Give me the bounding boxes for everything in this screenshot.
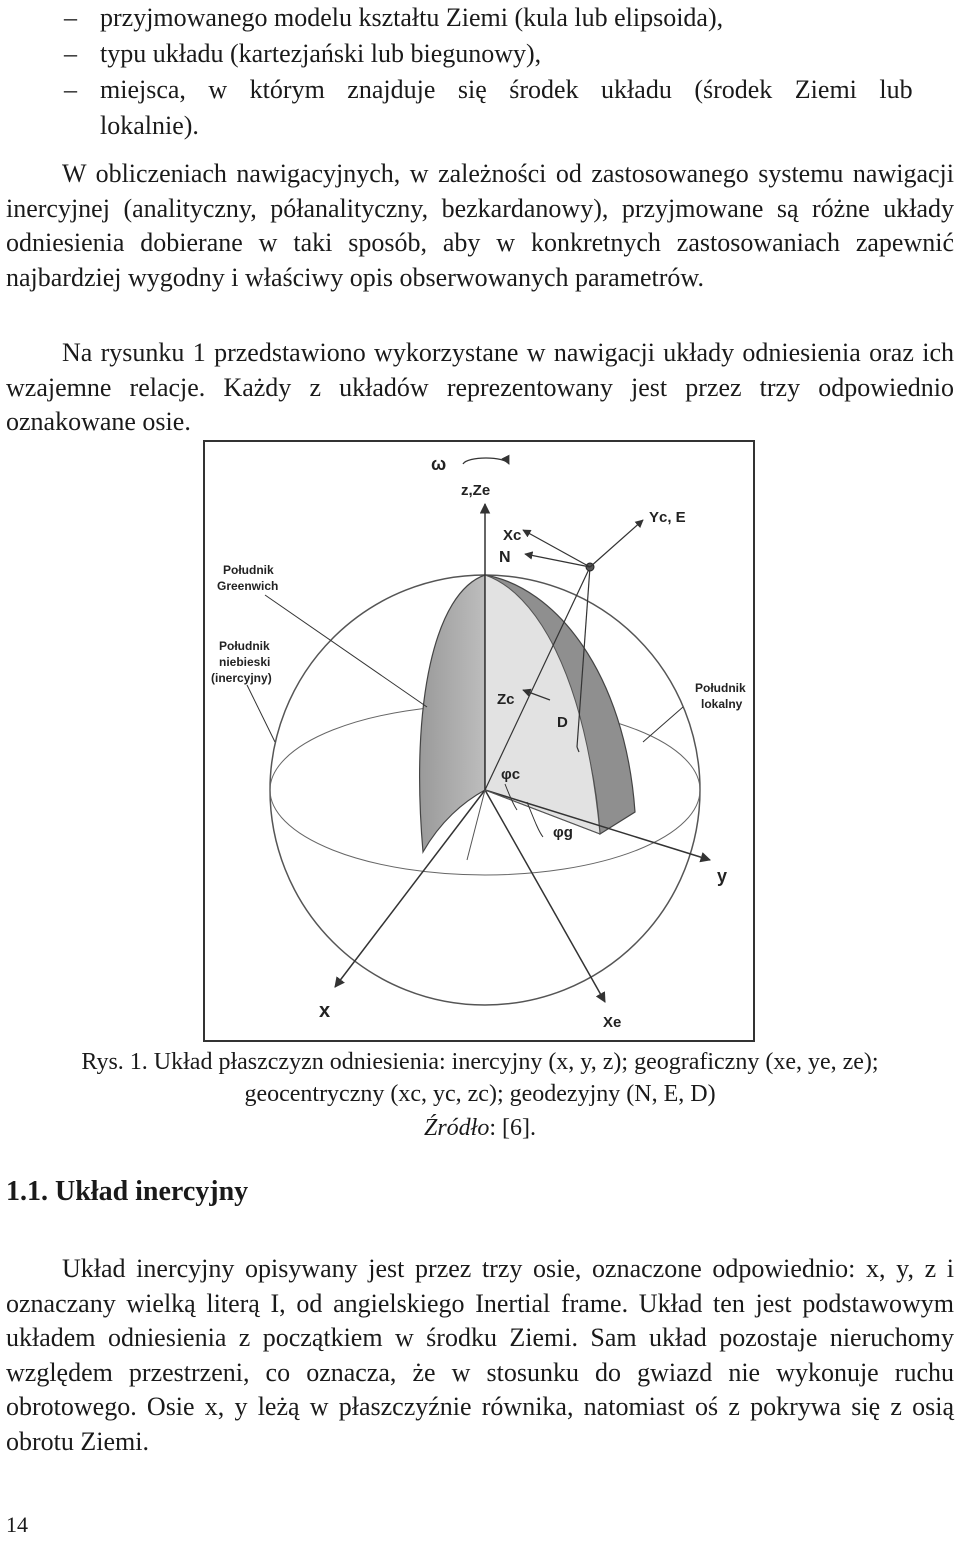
celestial-pointer xyxy=(247,685,275,742)
paragraph-navigation-frames xyxy=(6,157,954,295)
paragraph-text: Na rysunku 1 przedstawiono wykorzystane w nawigacji układy odniesienia oraz ich wzajemne relacje. Każdy z układów reprezentowany jest przez trzy odpowiednio oznakowane osie. xyxy=(6,338,954,436)
list-item xyxy=(0,108,960,144)
figure-source xyxy=(0,1112,960,1145)
yc-axis-arrow xyxy=(590,520,643,567)
x-label: x xyxy=(319,1000,331,1022)
phi-g-label: φg xyxy=(553,824,573,841)
n-label: N xyxy=(499,549,511,566)
greenwich-pointer xyxy=(265,595,427,707)
equatorial-ray xyxy=(467,790,485,860)
z-ze-label: z,Ze xyxy=(461,482,491,499)
y-label: y xyxy=(717,866,728,886)
paragraph-text: Układ inercyjny opisywany jest przez trzy osie, oznaczone odpowiednio: x, y, z i oznaczany wielką literą I, od angielskiego Inertial frame. Układ ten jest podstawowym układem odniesienia z początkiem w środku Ziemi. Sam układ pozostaje nieruchomy względem przestrzeni, co oznacza, że w stosunku do gwiazd nie wykonuje ruchu obrotowego. Osie x, y leżą w płaszczyźnie równika, natomiast oś z pokrywa się z osią obrotu Ziemi. xyxy=(6,1254,954,1456)
sphere-diagram xyxy=(205,442,757,1044)
dash-icon: – xyxy=(64,75,77,104)
figure-reference-frames xyxy=(203,440,755,1042)
paragraph-text: W obliczeniach nawigacyjnych, w zależności od zastosowanego systemu nawigacji inercyjnej (analityczny, półanalityczny, bezkardanowy), przyjmowane są różne układy odniesienia dobierane w taki sposób, aby w konkretnych zastosowaniach zapewnić najbardziej wygodny i właściwy opis obserwowanych parametrów. xyxy=(6,159,954,292)
omega-label: ω xyxy=(431,454,447,474)
omega-rotation-arrow xyxy=(463,458,509,464)
list-item-text: typu układu (kartezjański lub biegunowy), xyxy=(100,39,542,68)
dash-icon: – xyxy=(64,39,77,68)
d-label: D xyxy=(557,714,568,731)
xc-label: Xc xyxy=(503,527,522,544)
list-item xyxy=(0,72,960,108)
zc-label: Zc xyxy=(497,691,515,708)
celestial-label-line2: niebieski xyxy=(219,655,271,669)
local-pointer xyxy=(643,707,683,742)
celestial-label-line1: Południk xyxy=(219,639,270,653)
celestial-label-line3: (inercyjny) xyxy=(211,671,272,685)
paragraph-inertial-frame xyxy=(6,1252,954,1459)
dash-icon: – xyxy=(64,3,77,32)
phi-c-label: φc xyxy=(501,766,521,783)
source-ref: : [6]. xyxy=(489,1115,536,1141)
yc-e-label: Yc, E xyxy=(649,509,686,526)
xe-label: Xe xyxy=(603,1014,622,1031)
source-label: Źródło xyxy=(423,1115,490,1141)
xc-axis-arrow xyxy=(523,530,590,567)
greenwich-label-line1: Południk xyxy=(223,563,274,577)
n-axis-arrow xyxy=(525,554,590,567)
local-label-line2: lokalny xyxy=(701,697,743,711)
figure-caption-line1: Rys. 1. Układ płaszczyzn odniesienia: inercyjny (x, y, z); geograficzny (xe, ye, ze); xyxy=(81,1049,879,1075)
figure-caption-line2: geocentryczny (xc, yc, zc); geodezyjny (N, E, D) xyxy=(244,1081,716,1107)
local-label-line1: Południk xyxy=(695,681,746,695)
bullet-list xyxy=(0,0,960,144)
celestial-meridian-plane xyxy=(420,575,485,852)
list-item-text: miejsca, w którym znajduje się środek układu (środek Ziemi lub xyxy=(100,75,913,104)
page-number: 14 xyxy=(6,1512,28,1537)
list-item-text: lokalnie). xyxy=(100,111,199,140)
list-item-text: przyjmowanego modelu kształtu Ziemi (kula lub elipsoida), xyxy=(100,3,724,32)
list-item xyxy=(0,36,960,72)
greenwich-label-line2: Greenwich xyxy=(217,579,279,593)
section-heading: 1.1. Układ inercyjny xyxy=(6,1176,249,1207)
paragraph-figure-intro xyxy=(6,336,954,440)
list-item xyxy=(0,0,960,36)
x-axis xyxy=(335,790,485,987)
